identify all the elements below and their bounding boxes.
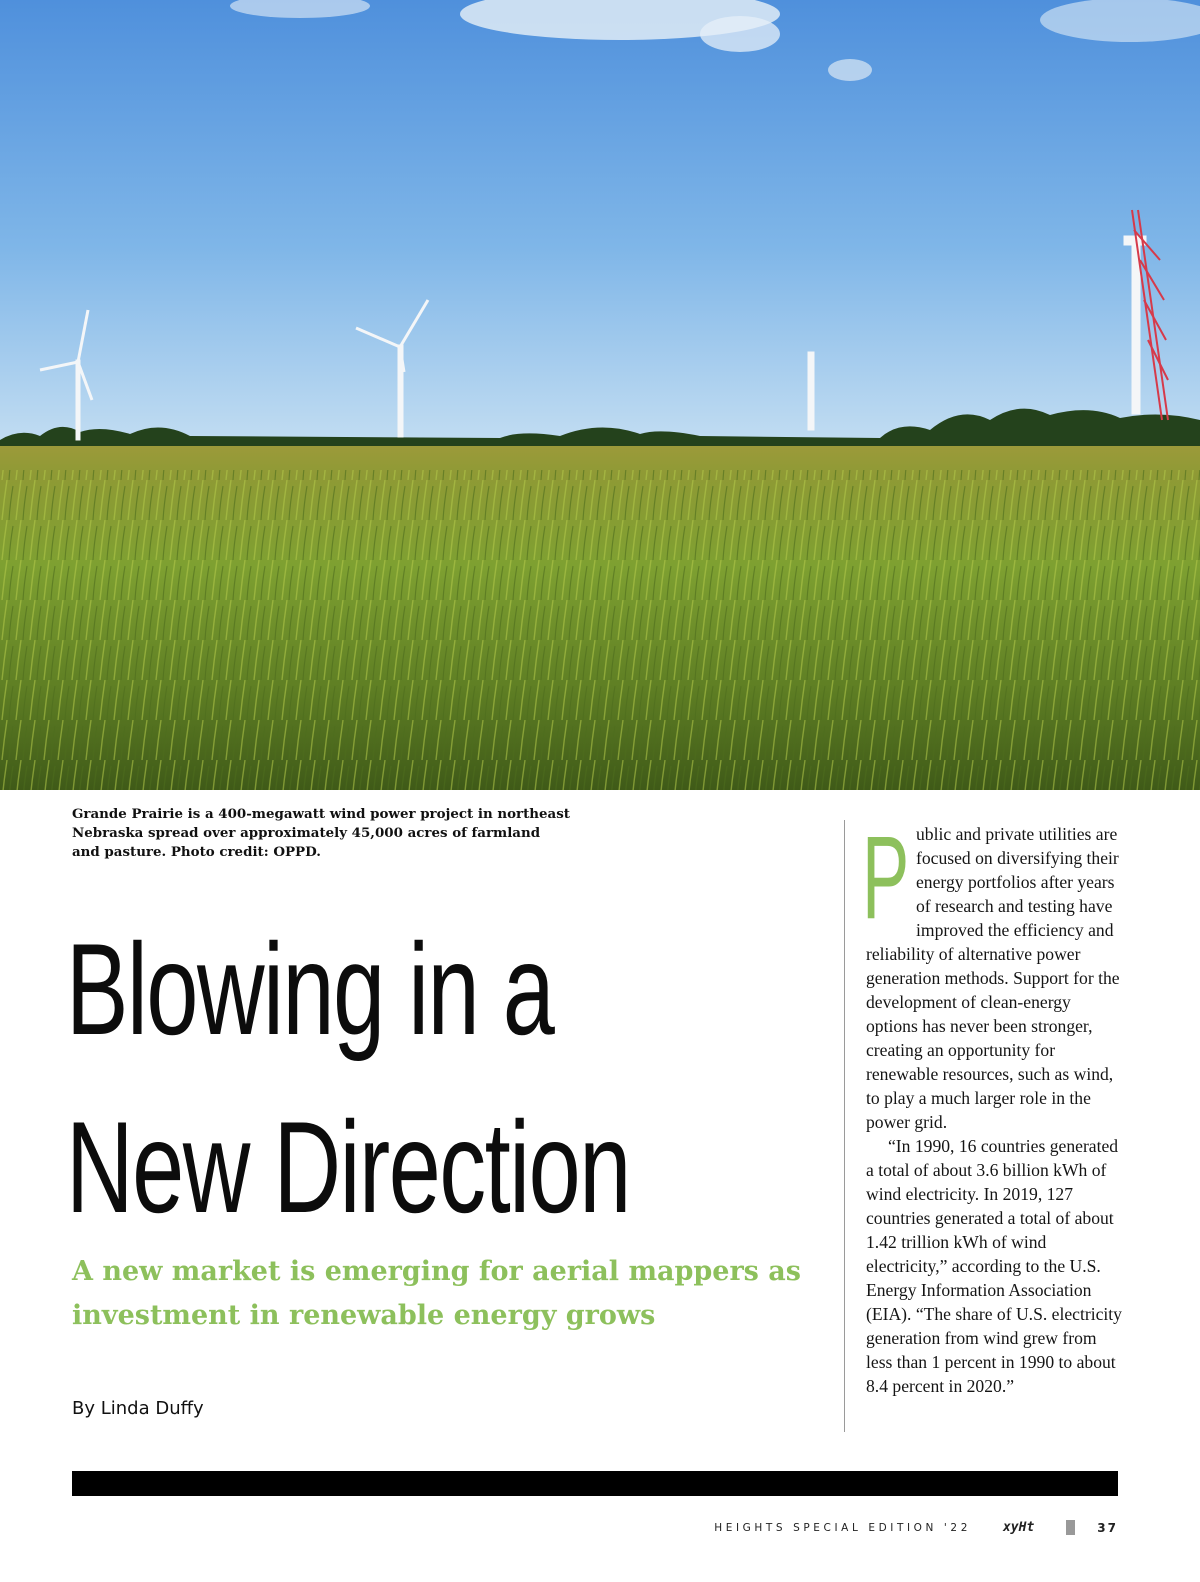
- article-body: [862, 812, 1122, 1398]
- wind-farm-photo: [0, 0, 1200, 790]
- edition-label: HEIGHTS SPECIAL EDITION '22: [714, 1521, 971, 1534]
- body-paragraph-1: [862, 812, 1122, 1134]
- article-headline: [66, 900, 630, 1256]
- drop-cap: P: [862, 812, 910, 944]
- headline-line-1: Blowing in a: [66, 916, 554, 1062]
- column-divider: [844, 820, 845, 1432]
- photo-caption: Grande Prairie is a 400-megawatt wind power project in northeast Nebraska spread over approximately 45,000 acres of farmland and pasture. Photo credit: OPPD.: [72, 806, 570, 860]
- hero-photo: [0, 0, 1200, 790]
- body-paragraph-2: “In 1990, 16 countries generated a total of about 3.6 billion kWh of wind electricity. In 2019, 127 countries generated a total of about 1.42 trillion kWh of wind electricity,” according to the U.S. Energy Information Association (EIA). “The share of U.S. electricity generation from wind grew from less than 1 percent in 1990 to about 8.4 percent in 2020.”: [866, 1136, 1122, 1396]
- paragraph-1-text: ublic and private utilities are focused on diversifying their energy portfolios after years of research and testing have improved the efficiency and reliability of alternative power generation methods. Support for the development of clean-energy options has never been stronger, creating an opportunity for renewable resources, such as wind, to play a much larger role in the power grid.: [866, 824, 1120, 1132]
- page-number: 37: [1097, 1520, 1118, 1535]
- footer-bar: [72, 1471, 1118, 1496]
- article-deck: A new market is emerging for aerial mappers as investment in renewable energy grows: [72, 1256, 801, 1331]
- page-folio: [714, 1520, 1118, 1535]
- brand-logo: xyHt: [1002, 1520, 1035, 1535]
- byline: By Linda Duffy: [72, 1398, 204, 1419]
- folio-block-icon: [1066, 1520, 1075, 1535]
- headline-line-2: New Direction: [66, 1094, 630, 1240]
